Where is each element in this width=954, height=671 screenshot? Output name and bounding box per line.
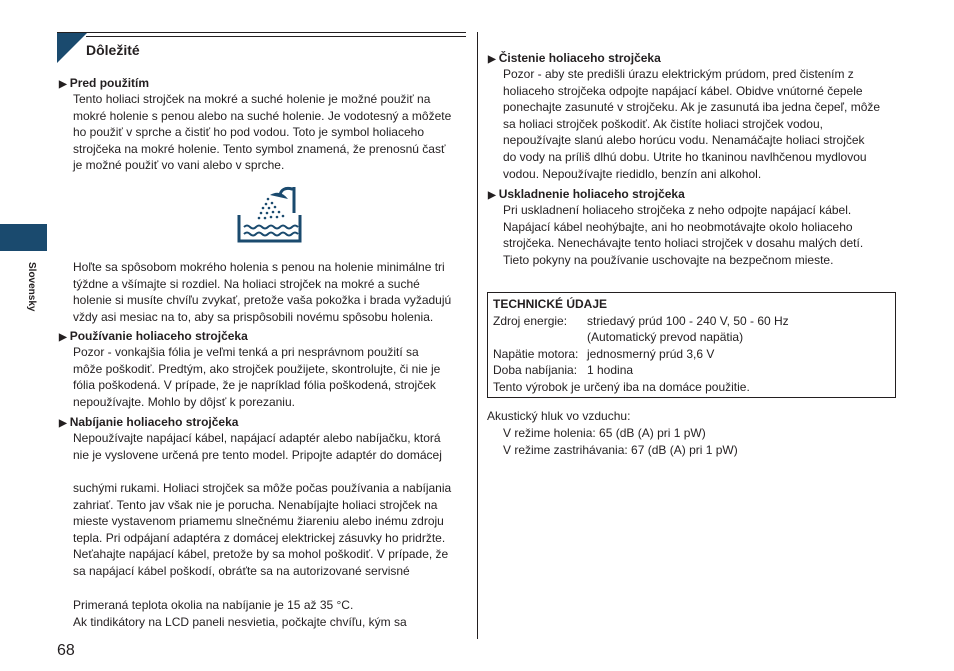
nabijanie-text-c: Primeraná teplota okolia na nabíjanie je 15 až 35 °C. Ak tindikátory na LCD paneli nesvietia, počkajte chvíľu, kým sa [73,598,407,629]
page-number: 68 [57,642,75,659]
heading-nabijanie: ▶ Nabíjanie holiaceho strojčeka [59,415,239,429]
heading-uskladnenie: ▶ Uskladnenie holiaceho strojčeka [488,187,685,201]
tech-note: Tento výrobok je určený iba na domáce použitie. [493,380,750,394]
after-icon-text: Hoľte sa spôsobom mokrého holenia s penou na holenie minimálne tri týždne a všímajte si rozdiel. Na holiaci strojček na mokré a suché holenie si musíte chvíľu zvykať, pretože vaša pokožka i brada vyžadujú vždy asi mesiac na to, aby sa prispôsobili novému spôsobu holenia. [73,260,452,324]
shower-bath-water-icon [236,185,304,245]
tech-source-value: striedavý prúd 100 - 240 V, 50 - 60 Hz [587,314,789,328]
section-corner-marker [57,32,88,63]
cistenie-text: Pozor - aby ste predišli úrazu elektrickým prúdom, pred čistením z holiaceho strojčeka odpojte napájací kábel. Obidve vnútorné čepele ponechajte zasunuté v strojčeku. Ak je zasunutá iba jedna čepeľ, môže sa holiaci strojček poškodiť. Ak čistíte holiaci strojček vodou, nepoužívajte slanú alebo horúcu vodu. Nenamáčajte holiaci strojček do vody na príliš dlhú dobu. Utrite ho tkaninou navlhčenou mydlovou vodou. Nepoužívajte riedidlo, benzín ani alkohol. [503,67,881,181]
heading-pred-pouzitim: ▶ Pred použitím [59,76,150,90]
language-label: Slovensky [26,262,37,312]
noise-title: Akustický hluk vo vzduchu: [487,409,631,423]
arrow-icon: ▶ [59,79,67,90]
language-tab [0,224,47,251]
nabijanie-text-b: suchými rukami. Holiaci strojček sa môže počas používania a nabíjania zahriať. Tento jav však nie je porucha. Nenabíjajte holiaci strojček na mieste vystavenom priamemu slnečnému žiareniu alebo inému zdroju tepla. Pri odpájaní adaptéra z domácej elektrickej zásuvky ho pridržte. Neťahajte napájací kábel, pretože by sa mohol poškodiť. V prípade, že sa napájací kábel poškodí, obráťte sa na autorizované servisné [73,481,452,578]
arrow-icon: ▶ [488,190,496,201]
nabijanie-text-a: Nepoužívajte napájací kábel, napájací adaptér alebo nabíjačku, ktorá nie je vyslovene určená pre tento model. Pripojte adaptér do domácej [73,431,442,462]
header-rule-top [57,32,466,33]
heading-cistenie: ▶ Čistenie holiaceho strojčeka [488,51,661,65]
arrow-icon: ▶ [488,54,496,65]
tech-source-label: Zdroj energie: [493,314,568,328]
arrow-icon: ▶ [59,332,67,343]
column-divider [477,32,478,639]
technical-data-box [487,292,896,398]
section-title: Dôležité [86,42,140,58]
uskladnenie-text: Pri uskladnení holiaceho strojčeka z neho odpojte napájací kábel. Napájací kábel neohýbajte, ani ho neobmotávajte okolo holiaceho strojčeka. Nenechávajte tento holiaci strojček v dosahu malých detí. Tieto pokyny na používanie uschovajte na bezpečnom mieste. [503,203,864,267]
tech-charge-value: 1 hodina [587,363,634,377]
tech-title: TECHNICKÉ ÚDAJE [493,297,608,311]
pouzivanie-text: Pozor - vonkajšia fólia je veľmi tenká a pri nesprávnom použití sa môže poškodiť. Predtým, ako strojček použijete, skontrolujte, či nie je fólia poškodená. V prípade, že je napríklad fólia poškodená, strojček nepoužívajte. Mohlo by dôjsť k porezaniu. [73,345,441,409]
pred-text: Tento holiaci strojček na mokré a suché holenie je možné použiť na mokré holenie s penou alebo na suché holenie. Je vodotesný a môžete ho použiť v sprche a čistiť ho pod vodou. Toto je symbol holiaceho strojčeka na mokré holenie. Tento symbol znamená, že prenosnú časť je možné použiť vo vani alebo v sprche. [73,92,452,173]
tech-charge-label: Doba nabíjania: [493,363,578,377]
tech-motor-label: Napätie motora: [493,347,579,361]
arrow-icon: ▶ [59,418,67,429]
tech-motor-value: jednosmerný prúd 3,6 V [587,347,715,361]
heading-pouzivanie: ▶ Používanie holiaceho strojčeka [59,329,248,343]
noise-values: V režime holenia: 65 (dB (A) pri 1 pW) V režime zastrihávania: 67 (dB (A) pri 1 pW) [503,426,738,457]
header-rule-bottom [86,36,466,37]
tech-source-value2: (Automatický prevod napätia) [587,330,744,344]
